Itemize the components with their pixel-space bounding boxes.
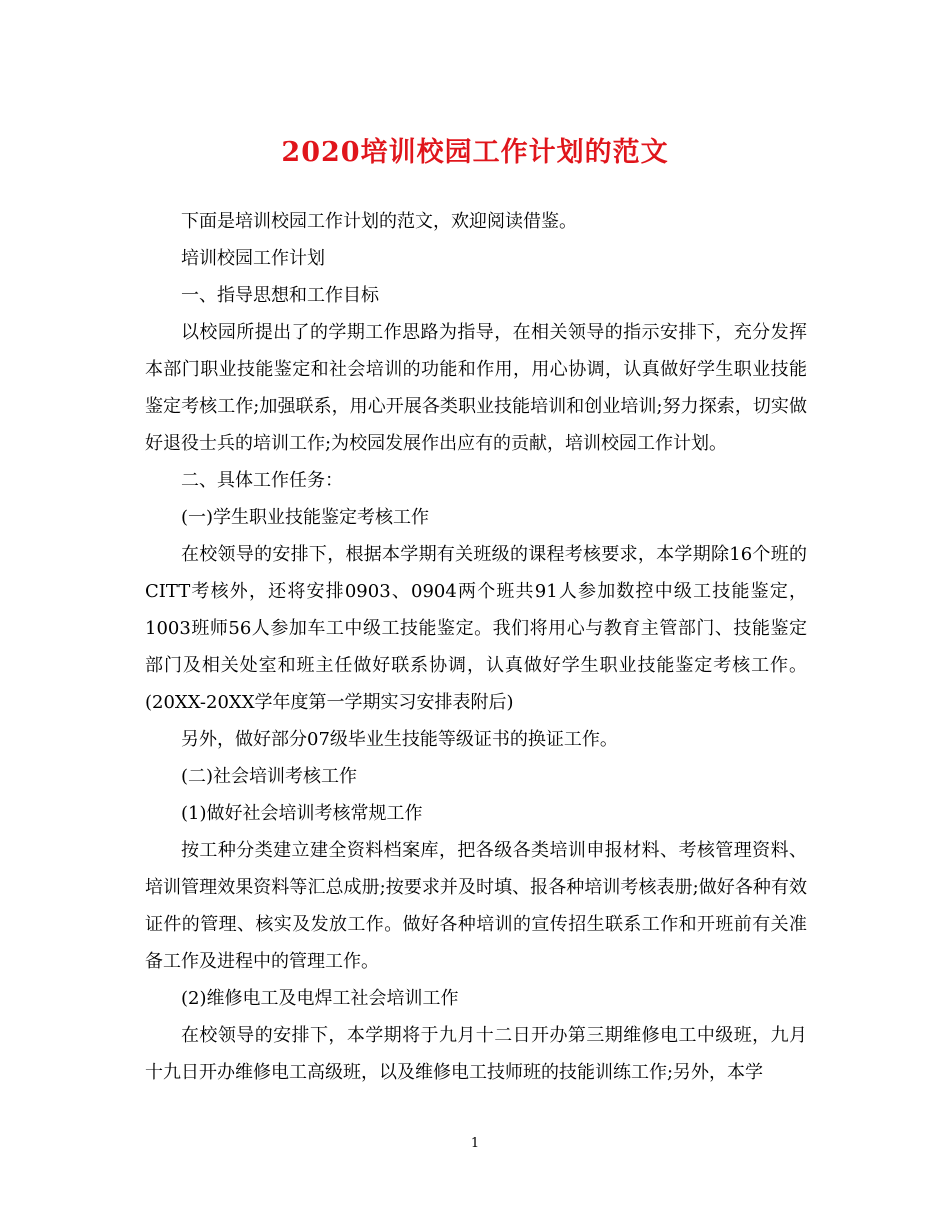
document-title: 2020培训校园工作计划的范文 [281,137,669,168]
item-heading-2: (2)维修电工及电焊工社会培训工作 [181,988,459,1009]
subsection-heading-2: (二)社会培训考核工作 [181,766,358,787]
section-heading-2: 二、具体工作任务： [181,470,343,491]
page-number: 1 [470,1136,480,1151]
paragraph-subtitle: 培训校园工作计划 [181,248,325,269]
document-body [145,203,807,1091]
item-heading-1: (1)做好社会培训考核常规工作 [181,803,423,824]
paragraph-electrician-training: 在校领导的安排下，本学期将于九月十二日开办第三期维修电工中级班，九月十九日开办维修电工高级班，以及维修电工技师班的技能训练工作;另外，本学 [145,1025,807,1083]
section-heading-1: 一、指导思想和工作目标 [181,285,379,306]
paragraph-routine-work: 按工种分类建立建全资料档案库，把各级各类培训申报材料、考核管理资料、培训管理效果资料等汇总成册;按要求并及时填、报各种培训考核表册;做好各种有效证件的管理、核实及发放工作。做好各种培训的宣传招生联系工作和开班前有关准备工作及进程中的管理工作。 [145,840,808,972]
paragraph-intro: 下面是培训校园工作计划的范文，欢迎阅读借鉴。 [181,211,577,232]
paragraph-skill-assessment: 在校领导的安排下，根据本学期有关班级的课程考核要求，本学期除16个班的CITT考核外，还将安排0903、0904两个班共91人参加数控中级工技能鉴定，1003班师56人参加车工中级工技能鉴定。我们将用心与教育主管部门、技能鉴定部门及相关处室和班主任做好联系协调，认真做好学生职业技能鉴定考核工作。(20XX-20XX学年度第一学期实习安排表附后) [145,544,807,713]
paragraph-guiding-ideas: 以校园所提出了的学期工作思路为指导，在相关领导的指示安排下，充分发挥本部门职业技能鉴定和社会培训的功能和作用，用心协调，认真做好学生职业技能鉴定考核工作;加强联系，用心开展各类职业技能培训和创业培训;努力探索，切实做好退役士兵的培训工作;为校园发展作出应有的贡献，培训校园工作计划。 [145,322,807,454]
paragraph-certificate-exchange: 另外，做好部分07级毕业生技能等级证书的换证工作。 [181,729,618,750]
subsection-heading-1: (一)学生职业技能鉴定考核工作 [181,507,430,528]
